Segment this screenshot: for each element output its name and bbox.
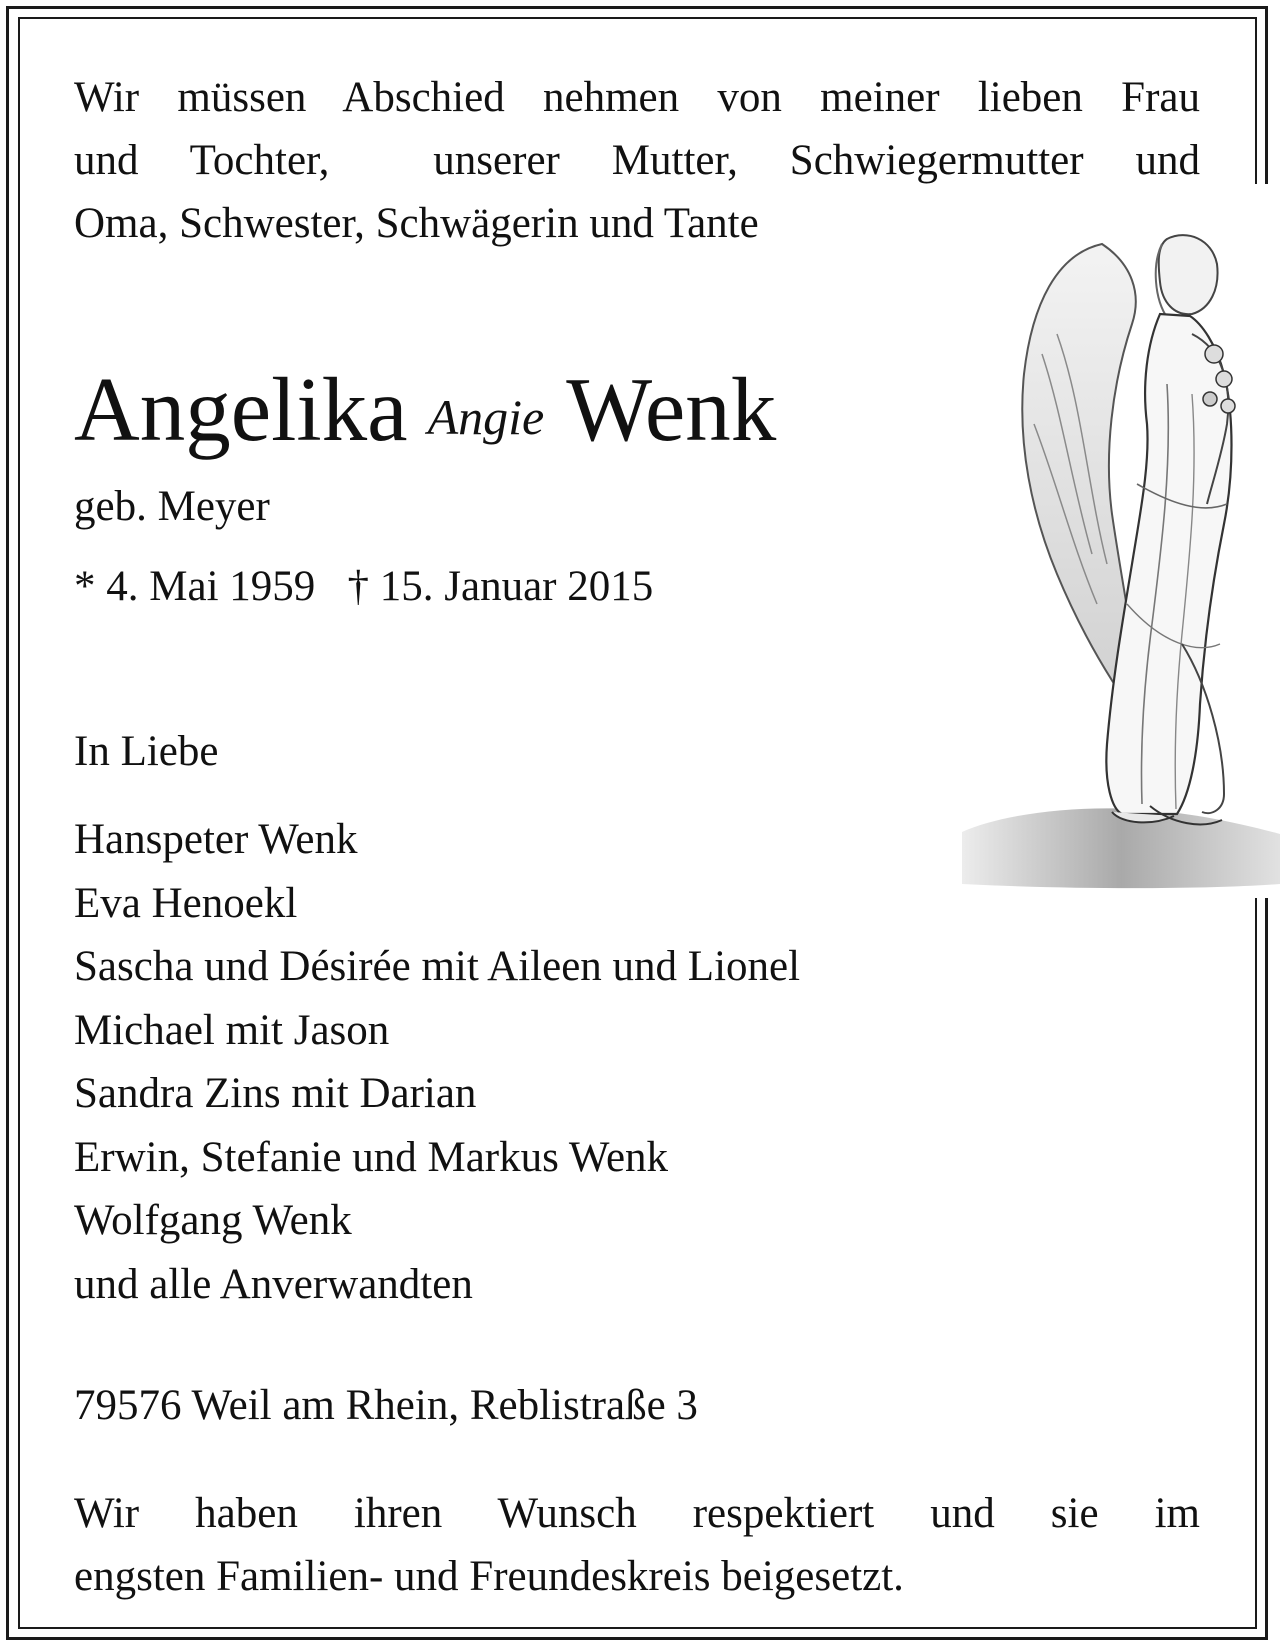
mourner-item: Sandra Zins mit Darian xyxy=(74,1070,477,1117)
closing-text xyxy=(74,1482,1200,1608)
closing-line: engsten Familien- und Freundeskreis beigesetzt. xyxy=(74,1553,904,1600)
nickname: Angie xyxy=(427,389,545,445)
mourner-item: Michael mit Jason xyxy=(74,1006,390,1054)
in-love-heading: In Liebe xyxy=(74,728,219,775)
mourner-item: Wolfgang Wenk xyxy=(74,1197,352,1244)
first-name: Angelika xyxy=(74,359,408,460)
intro-line: Oma, Schwester, Schwägerin und Tante xyxy=(74,200,759,247)
angel-statue-icon xyxy=(962,184,1280,898)
life-dates: * 4. Mai 1959 † 15. Januar 2015 xyxy=(74,563,654,610)
mourner-item: Eva Henoekl xyxy=(74,879,298,927)
mourner-item: Erwin, Stefanie und Markus Wenk xyxy=(74,1133,669,1181)
mourner-item: Hanspeter Wenk xyxy=(74,816,358,863)
mourners-list xyxy=(74,808,800,1316)
maiden-name: geb. Meyer xyxy=(74,483,270,530)
mourner-item: und alle Anverwandten xyxy=(74,1260,473,1308)
intro-line: und Tochter, unserer Mutter, Schwiegermutter und xyxy=(74,137,1200,184)
deceased-name xyxy=(74,355,776,472)
intro-line: Wir müssen Abschied nehmen von meiner lieben Frau xyxy=(74,74,1200,121)
closing-line: Wir haben ihren Wunsch respektiert und sie im xyxy=(74,1490,1200,1537)
mourner-item: Sascha und Désirée mit Aileen und Lionel xyxy=(74,943,801,990)
address: 79576 Weil am Rhein, Reblistraße 3 xyxy=(74,1382,698,1429)
last-name: Wenk xyxy=(566,359,777,460)
